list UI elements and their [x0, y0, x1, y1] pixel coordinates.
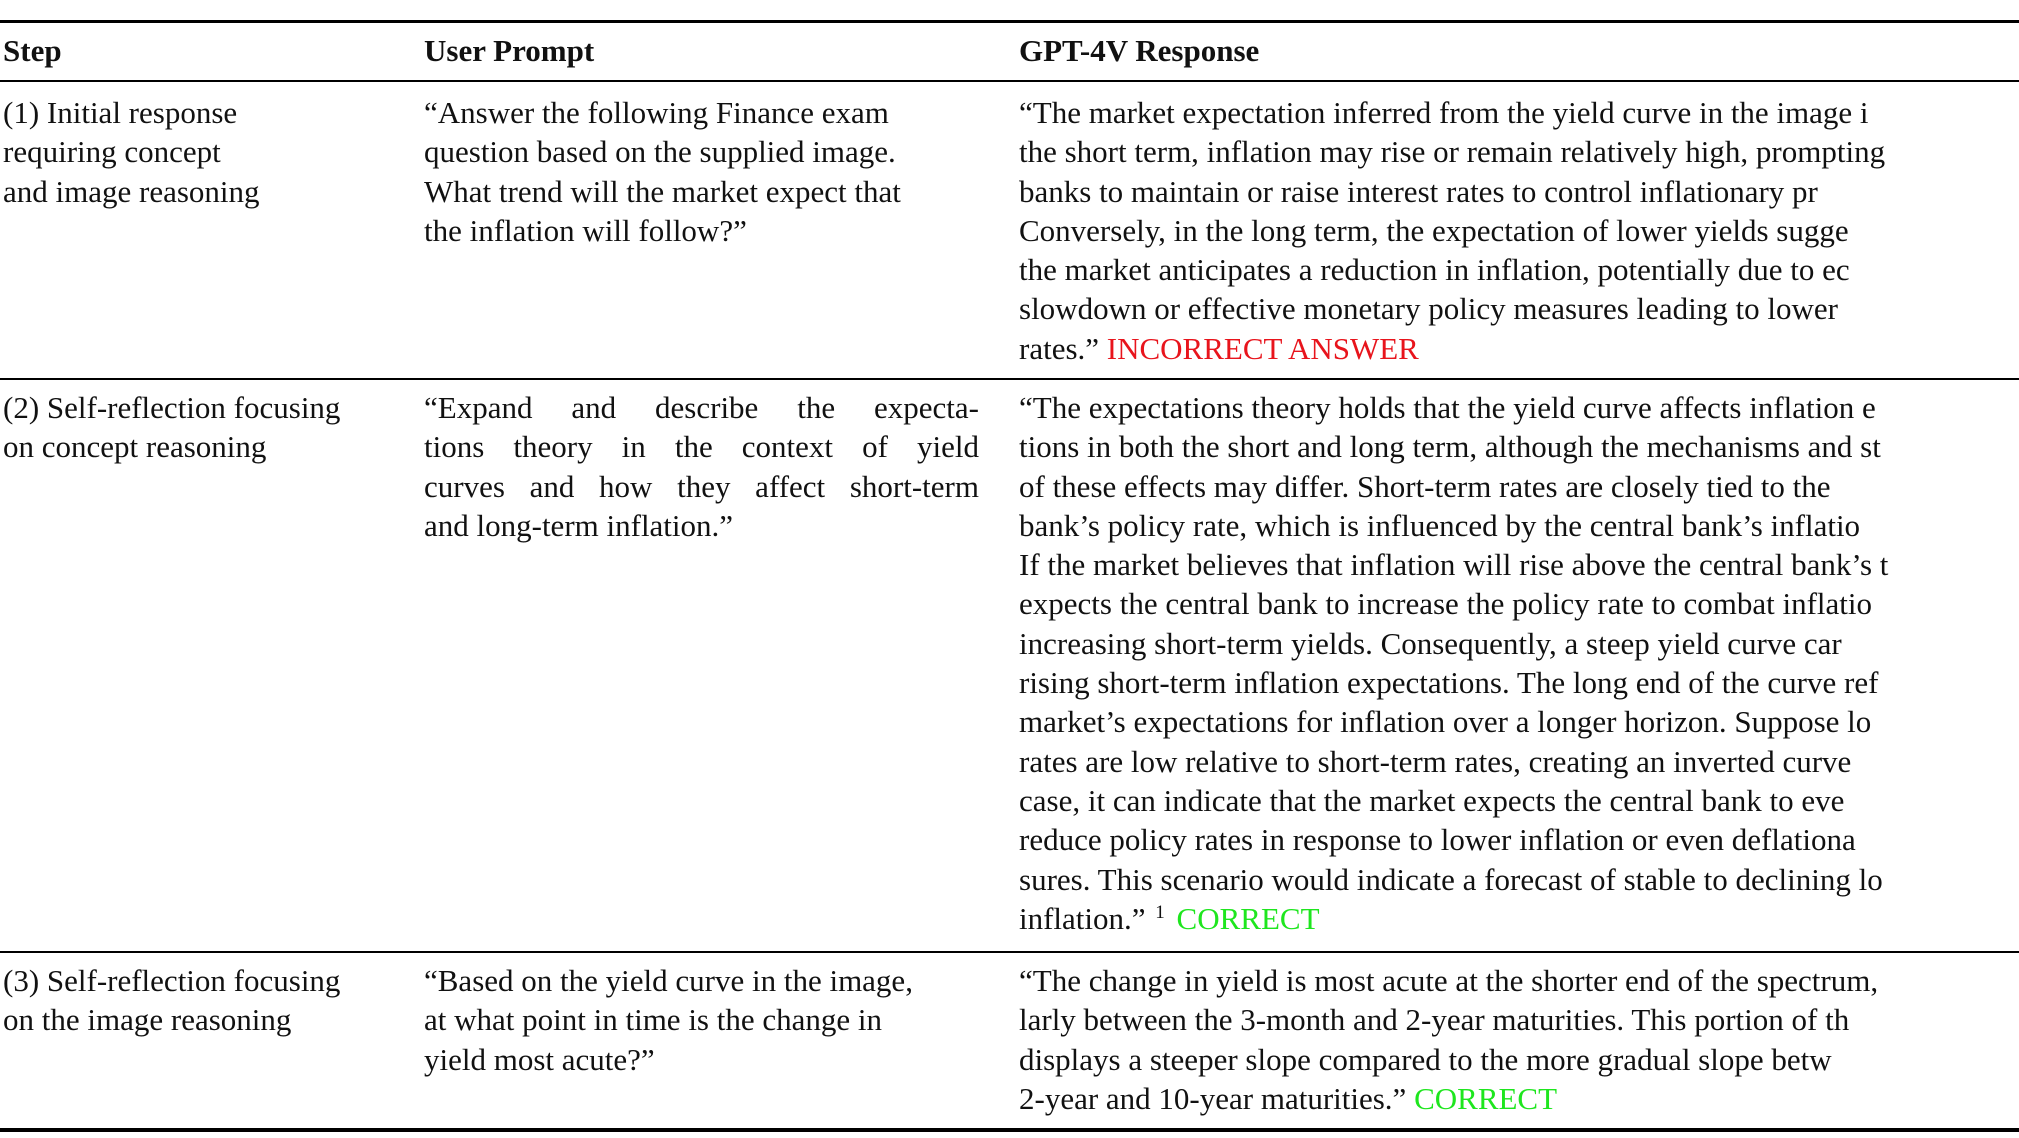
header-user-prompt: User Prompt — [424, 33, 595, 68]
response-line: Conversely, in the long term, the expectation of lower yields sugge — [1019, 212, 1849, 248]
step-line: (3) Self-reflection focusing — [3, 963, 341, 998]
response-closing-text: rates.” — [1019, 330, 1100, 366]
prompt-line: question based on the supplied image. — [424, 134, 896, 170]
prompt-line: at what point in time is the change in — [424, 1002, 883, 1038]
prompt-line: the inflation will follow?” — [424, 212, 747, 248]
response-last-line — [1019, 899, 2019, 938]
response-line: tions in both the short and long term, although the mechanisms and st — [1019, 429, 1881, 465]
response-line: sures. This scenario would indicate a forecast of stable to declining lo — [1019, 861, 1883, 897]
verdict-correct-label: CORRECT — [1176, 900, 1320, 936]
step-line: and image reasoning — [3, 173, 260, 209]
prompt-line: What trend will the market expect that — [424, 173, 901, 209]
prompt-line: “Answer the following Finance exam — [424, 95, 889, 130]
response-line: of these effects may differ. Short-term rates are closely tied to the — [1019, 468, 1831, 504]
bottom-rule — [0, 1128, 2019, 1132]
step-line: (2) Self-reflection focusing — [3, 390, 341, 425]
row-3-response — [1019, 961, 2019, 1118]
row-2-rule — [0, 951, 2019, 953]
response-line: slowdown or effective monetary policy measures leading to lower — [1019, 291, 1838, 327]
header-rule — [0, 80, 2019, 82]
response-line: expects the central bank to increase the policy rate to combat inflatio — [1019, 586, 1873, 622]
row-3-prompt — [424, 961, 979, 1079]
response-line: “The change in yield is most acute at the shorter end of the spectrum, — [1019, 963, 1879, 998]
prompt-line: tions theory in the context of yield — [424, 429, 979, 465]
row-2-response — [1019, 388, 2019, 938]
response-line: banks to maintain or raise interest rates to control inflationary pr — [1019, 173, 1818, 209]
response-line: displays a steeper slope compared to the more gradual slope betw — [1019, 1041, 1832, 1077]
response-line: the market anticipates a reduction in inflation, potentially due to ec — [1019, 252, 1850, 288]
row-1-step — [3, 93, 403, 211]
response-line: market’s expectations for inflation over a longer horizon. Suppose lo — [1019, 704, 1872, 740]
prompt-line: “Expand and describe the expecta- — [424, 390, 979, 425]
response-line: larly between the 3-month and 2-year maturities. This portion of th — [1019, 1002, 1850, 1038]
response-line: increasing short-term yields. Consequently, a steep yield curve car — [1019, 625, 1842, 661]
step-line: requiring concept — [3, 134, 221, 170]
row-2-prompt — [424, 388, 979, 545]
row-1-prompt — [424, 93, 979, 250]
response-line: reduce policy rates in response to lower inflation or even deflationa — [1019, 822, 1856, 858]
step-line: (1) Initial response — [3, 95, 238, 130]
prompt-line: “Based on the yield curve in the image, — [424, 963, 913, 998]
response-line: “The expectations theory holds that the yield curve affects inflation e — [1019, 390, 1876, 425]
prompt-line: yield most acute?” — [424, 1041, 655, 1077]
row-1-response — [1019, 93, 2019, 368]
verdict-correct-label: CORRECT — [1414, 1080, 1558, 1116]
response-last-line — [1019, 1079, 2019, 1118]
header-step: Step — [3, 33, 62, 68]
response-line: “The market expectation inferred from the yield curve in the image i — [1019, 95, 1869, 130]
response-line: rising short-term inflation expectations. The long end of the curve ref — [1019, 665, 1879, 701]
footnote-marker[interactable]: 1 — [1155, 902, 1165, 924]
response-line: case, it can indicate that the market expects the central bank to eve — [1019, 782, 1845, 818]
row-1-rule — [0, 378, 2019, 380]
response-last-line — [1019, 329, 2019, 368]
prompt-line: curves and how they affect short-term — [424, 468, 979, 504]
response-closing-text: 2-year and 10-year maturities.” — [1019, 1080, 1407, 1116]
header-gpt4v-response: GPT-4V Response — [1019, 33, 1260, 68]
row-2-step — [3, 388, 403, 467]
response-line: bank’s policy rate, which is influenced by the central bank’s inflatio — [1019, 507, 1861, 543]
response-line: If the market believes that inflation will rise above the central bank’s t — [1019, 547, 1889, 583]
top-rule — [0, 20, 2019, 23]
verdict-incorrect-label: INCORRECT ANSWER — [1106, 330, 1419, 366]
step-line: on concept reasoning — [3, 429, 267, 465]
row-3-step — [3, 961, 403, 1040]
response-line: rates are low relative to short-term rates, creating an inverted curve — [1019, 743, 1852, 779]
response-closing-text: inflation.” — [1019, 900, 1146, 936]
step-line: on the image reasoning — [3, 1002, 292, 1038]
response-line: the short term, inflation may rise or remain relatively high, prompting — [1019, 134, 1886, 170]
prompt-line: and long-term inflation.” — [424, 507, 734, 543]
